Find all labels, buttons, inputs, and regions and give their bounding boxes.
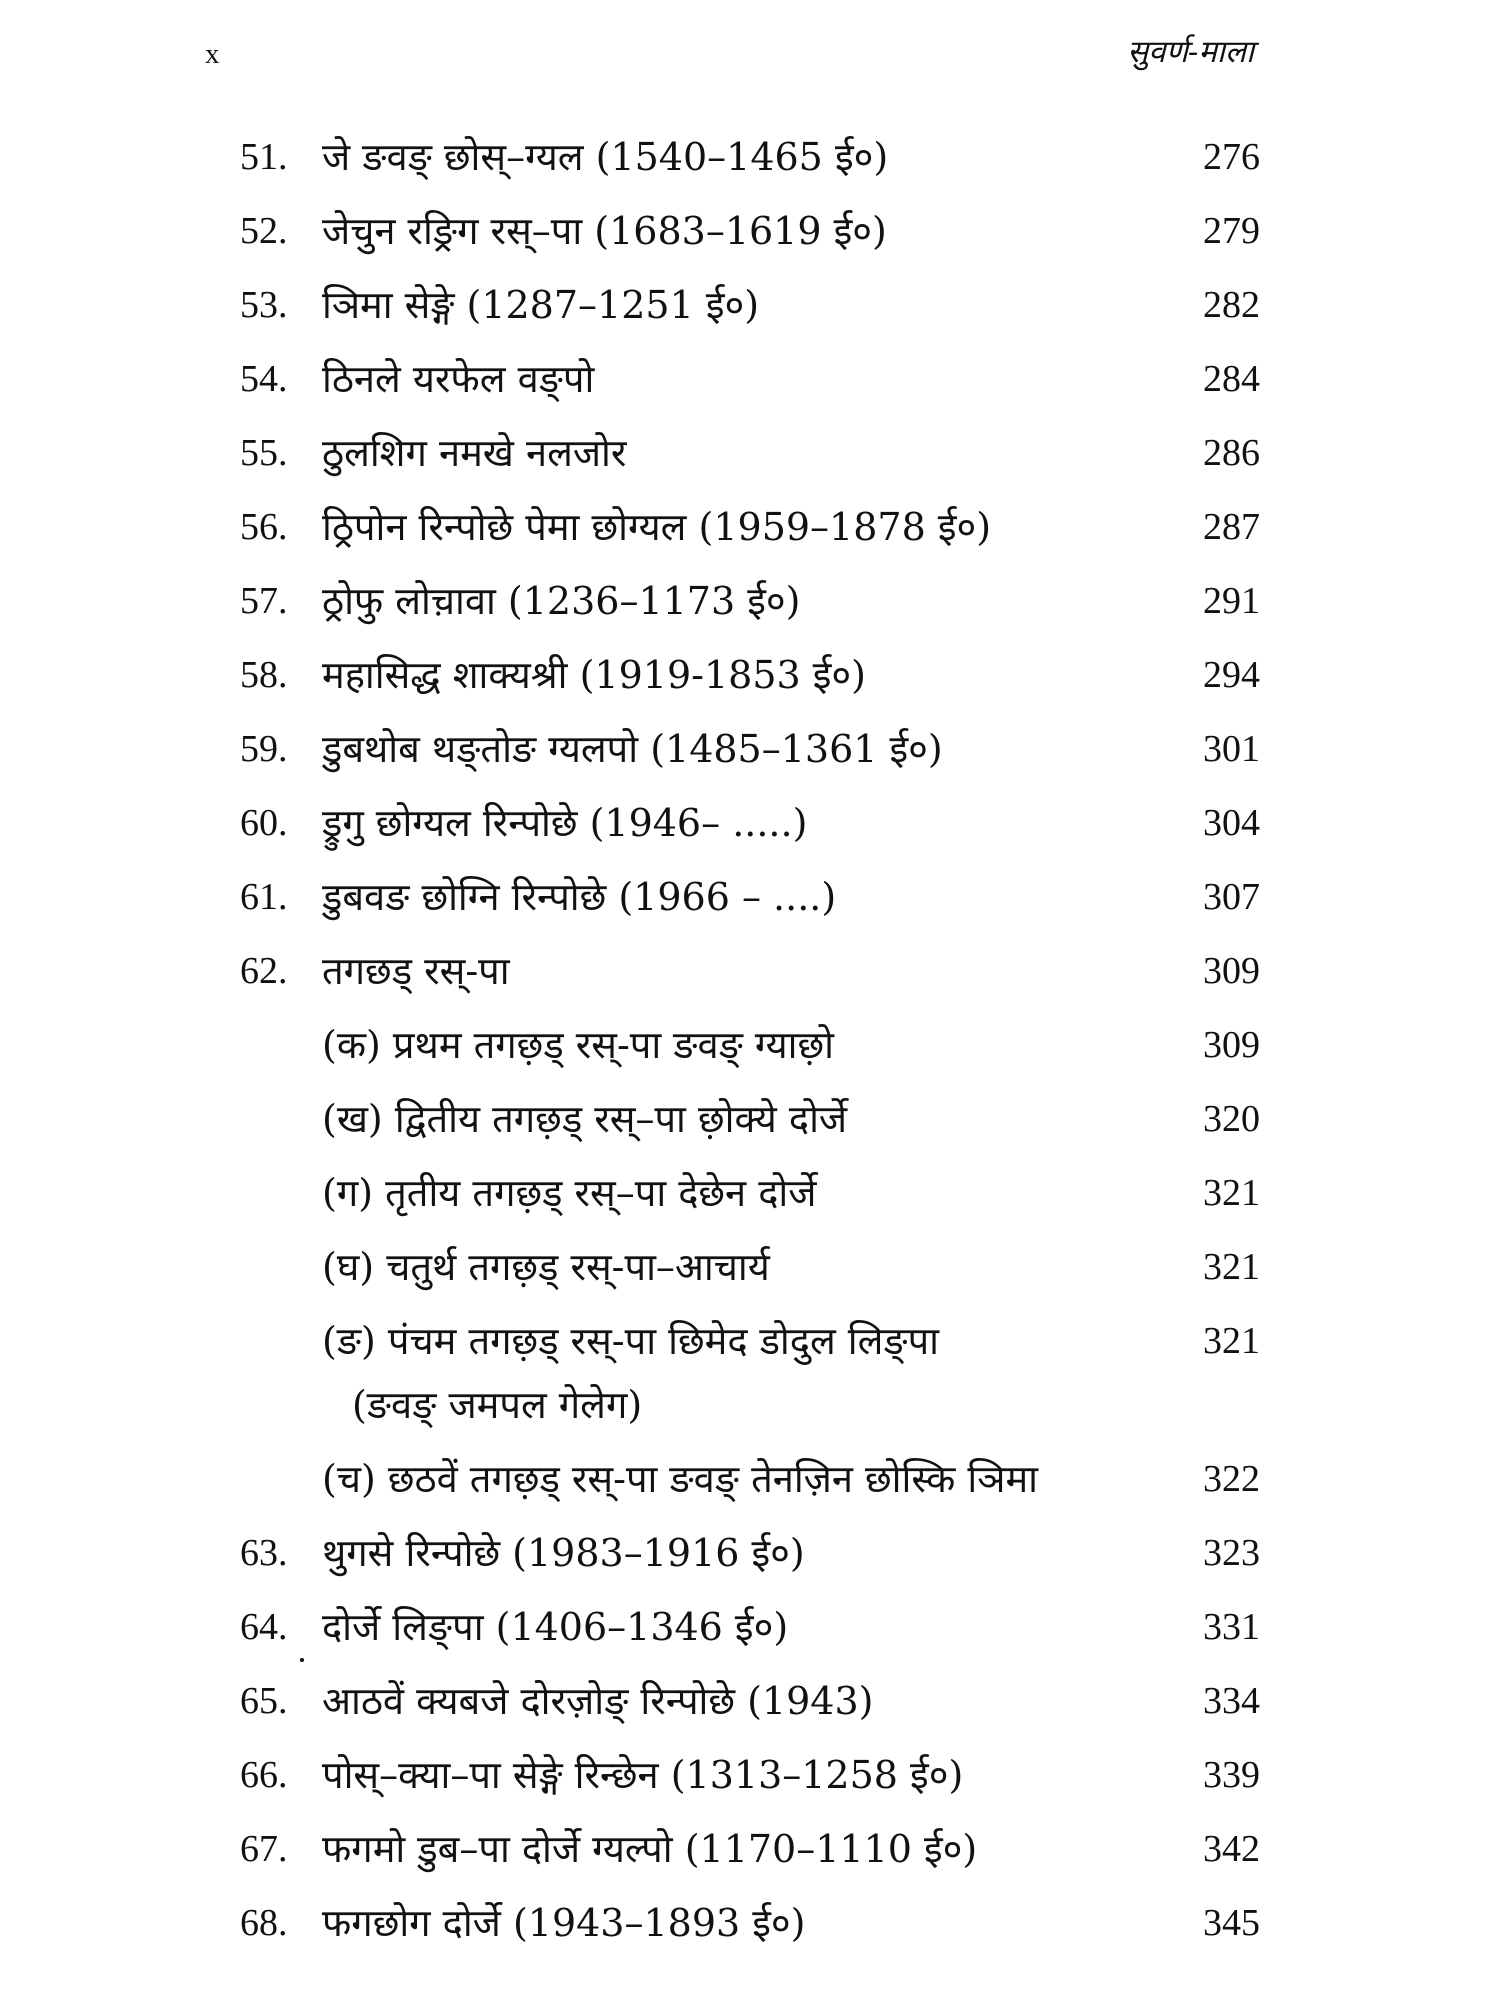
entry-title: आठवें क्यबजे दोरज़ोङ् रिन्पोछे (1943) bbox=[322, 1679, 874, 1723]
entry-page: 301 bbox=[1203, 728, 1260, 770]
subentry-continuation: (ङवङ् जमपल गेलेग) bbox=[352, 1383, 643, 1427]
entry-page: 345 bbox=[1203, 1902, 1260, 1944]
toc-entry-62 bbox=[240, 934, 1260, 1008]
entry-title: ठ्रिपोन रिन्पोछे पेमा छोग्यल (1959–1878 ई०) bbox=[322, 505, 992, 549]
entry-page: 294 bbox=[1203, 654, 1260, 696]
entry-number: 61. bbox=[240, 876, 288, 918]
entry-page: 284 bbox=[1203, 358, 1260, 400]
toc-entry-68 bbox=[240, 1886, 1260, 1960]
subentry-page: 321 bbox=[1203, 1246, 1260, 1288]
toc-entry-61 bbox=[240, 860, 1260, 934]
toc-entry-57 bbox=[240, 564, 1260, 638]
toc-subentry-kha bbox=[240, 1082, 1260, 1156]
toc-entry-63 bbox=[240, 1516, 1260, 1590]
entry-page: 323 bbox=[1203, 1532, 1260, 1574]
entry-page: 342 bbox=[1203, 1828, 1260, 1870]
entry-title: ठ्रोफु लोच़ावा (1236–1173 ई०) bbox=[322, 579, 801, 623]
subentry-title: (क) प्रथम तगछ़ड् रस्-पा ङवङ् ग्याछ़ो bbox=[322, 1023, 834, 1067]
entry-number: 52. bbox=[240, 210, 288, 252]
toc-entry-64 bbox=[240, 1590, 1260, 1664]
entry-number: 67. bbox=[240, 1828, 288, 1870]
toc-entry-67 bbox=[240, 1812, 1260, 1886]
entry-page: 304 bbox=[1203, 802, 1260, 844]
entry-page: 282 bbox=[1203, 284, 1260, 326]
print-speck bbox=[300, 1658, 304, 1662]
subentry-page: 320 bbox=[1203, 1098, 1260, 1140]
entry-title: जेचुन रङ्रिग रस्–पा (1683–1619 ई०) bbox=[322, 209, 887, 253]
entry-title: फगछोग दोर्जे (1943–1893 ई०) bbox=[322, 1901, 806, 1945]
running-title: सुवर्ण-माला bbox=[1127, 34, 1254, 70]
entry-number: 57. bbox=[240, 580, 288, 622]
toc-entry-60 bbox=[240, 786, 1260, 860]
toc-entry-55 bbox=[240, 416, 1260, 490]
toc-subentry-nga bbox=[240, 1304, 1260, 1442]
entry-number: 60. bbox=[240, 802, 288, 844]
entry-number: 62. bbox=[240, 950, 288, 992]
entry-title: दोर्जे लिङ्पा (1406–1346 ई०) bbox=[322, 1605, 789, 1649]
entry-number: 53. bbox=[240, 284, 288, 326]
toc-entry-66 bbox=[240, 1738, 1260, 1812]
entry-page: 334 bbox=[1203, 1680, 1260, 1722]
entry-number: 64. bbox=[240, 1606, 288, 1648]
subentry-title: (च) छठवें तगछ़ड् रस्-पा ङवङ् तेनज़िन छोस्कि ञिमा bbox=[322, 1457, 1039, 1501]
entry-title: ठुलशिग नमखे नलजोर bbox=[322, 431, 627, 475]
entry-number: 55. bbox=[240, 432, 288, 474]
toc-entry-54 bbox=[240, 342, 1260, 416]
subentry-page: 321 bbox=[1203, 1172, 1260, 1214]
entry-title: ञिमा सेङ्गे (1287–1251 ई०) bbox=[322, 283, 760, 327]
entry-title: डुबथोब थङ्तोङ ग्यलपो (1485–1361 ई०) bbox=[322, 727, 943, 771]
entry-title: डुबवङ छोग्नि रिन्पोछे (1966 – ....) bbox=[322, 875, 837, 919]
toc-entry-53 bbox=[240, 268, 1260, 342]
entry-title: तगछड् रस्-पा bbox=[322, 949, 510, 993]
entry-number: 66. bbox=[240, 1754, 288, 1796]
entry-page: 331 bbox=[1203, 1606, 1260, 1648]
entry-title: पोस्–क्या–पा सेङ्गे रिन्छेन (1313–1258 ई०) bbox=[322, 1753, 964, 1797]
entry-page: 339 bbox=[1203, 1754, 1260, 1796]
entry-page: 279 bbox=[1203, 210, 1260, 252]
entry-page: 307 bbox=[1203, 876, 1260, 918]
toc-entry-56 bbox=[240, 490, 1260, 564]
toc-entry-58 bbox=[240, 638, 1260, 712]
entry-number: 68. bbox=[240, 1902, 288, 1944]
toc-entry-52 bbox=[240, 194, 1260, 268]
entry-page: 287 bbox=[1203, 506, 1260, 548]
page-number: x bbox=[205, 38, 220, 70]
subentry-title: (ङ) पंचम तगछ़ड् रस्-पा छिमेद डोदुल लिङ्पा bbox=[322, 1319, 940, 1363]
entry-number: 54. bbox=[240, 358, 288, 400]
subentry-page: 309 bbox=[1203, 1024, 1260, 1066]
entry-page: 286 bbox=[1203, 432, 1260, 474]
entry-number: 51. bbox=[240, 136, 288, 178]
entry-title: फगमो डुब–पा दोर्जे ग्यल्पो (1170–1110 ई०) bbox=[322, 1827, 978, 1871]
entry-number: 58. bbox=[240, 654, 288, 696]
entry-title: ड्रुगु छोग्यल रिन्पोछे (1946– .....) bbox=[322, 801, 808, 845]
toc-entry-65 bbox=[240, 1664, 1260, 1738]
subentry-title: (ग) तृतीय तगछ़ड् रस्–पा देछेन दोर्जे bbox=[322, 1171, 817, 1215]
subentry-page: 322 bbox=[1203, 1458, 1260, 1500]
entry-page: 276 bbox=[1203, 136, 1260, 178]
entry-title: ठिनले यरफेल वङ्पो bbox=[322, 357, 595, 401]
toc-subentry-ga bbox=[240, 1156, 1260, 1230]
entry-number: 56. bbox=[240, 506, 288, 548]
toc-subentry-cha bbox=[240, 1442, 1260, 1516]
entry-number: 65. bbox=[240, 1680, 288, 1722]
subentry-page: 321 bbox=[1203, 1320, 1260, 1362]
entry-title: थुगसे रिन्पोछे (1983–1916 ई०) bbox=[322, 1531, 805, 1575]
entry-number: 59. bbox=[240, 728, 288, 770]
toc-entry-59 bbox=[240, 712, 1260, 786]
page-header bbox=[205, 30, 1254, 82]
entry-title: महासिद्ध शाक्यश्री (1919-1853 ई०) bbox=[322, 653, 866, 697]
toc-subentry-gha bbox=[240, 1230, 1260, 1304]
toc-subentry-ka bbox=[240, 1008, 1260, 1082]
subentry-title: (घ) चतुर्थ तगछ़ड् रस्-पा–आचार्य bbox=[322, 1245, 770, 1289]
table-of-contents bbox=[240, 120, 1260, 1960]
entry-number: 63. bbox=[240, 1532, 288, 1574]
entry-page: 309 bbox=[1203, 950, 1260, 992]
entry-page: 291 bbox=[1203, 580, 1260, 622]
toc-entry-51 bbox=[240, 120, 1260, 194]
entry-title: जे ङवङ् छोस्–ग्यल (1540–1465 ई०) bbox=[322, 135, 889, 179]
subentry-title: (ख) द्वितीय तगछ़ड् रस्–पा छ़ोक्ये दोर्जे bbox=[322, 1097, 848, 1141]
